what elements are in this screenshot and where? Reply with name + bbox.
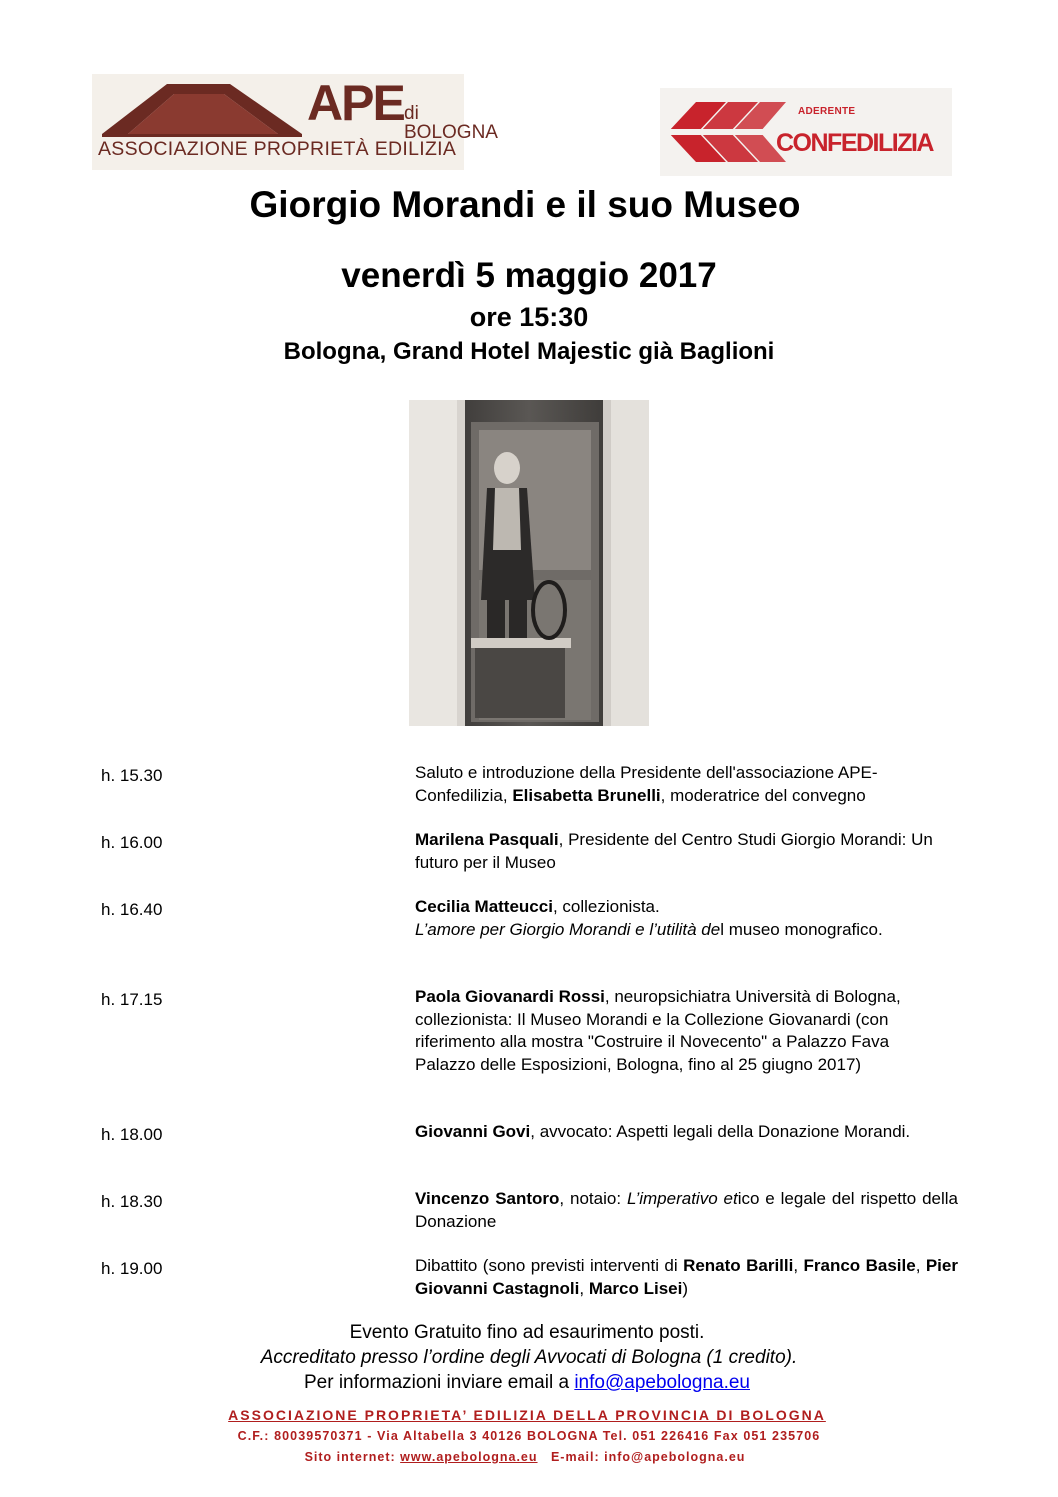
speaker-name: Franco Basile	[803, 1256, 916, 1275]
association-contacts: C.F.: 80039570371 - Via Altabella 3 40126 BOLOGNA Tel. 051 226416 Fax 051 235706	[237, 1429, 821, 1443]
ape-logo-city: di BOLOGNA	[404, 103, 498, 143]
speaker-name: Cecilia Matteucci	[415, 897, 553, 916]
ape-logo	[92, 74, 498, 170]
program-time-1: h. 15.30	[101, 766, 163, 785]
program-item-7: Dibattito (sono previsti interventi di Renato Barilli, Franco Basile, Pier Giovanni Castagnoli, Marco Lisei)	[415, 1256, 958, 1298]
program-item-3: Cecilia Matteucci, collezionista. L’amore per Giorgio Morandi e l’utilità del museo monografico.	[415, 897, 883, 939]
program-item-1: Saluto e introduzione della Presidente dell'associazione APE-Confedilizia, Elisabetta Brunelli, moderatrice del convegno	[415, 763, 878, 805]
speaker-name: Marilena Pasquali	[415, 830, 559, 849]
free-event-note: Evento Gratuito fino ad esaurimento posti.	[349, 1322, 705, 1343]
program-time-5: h. 18.00	[101, 1125, 163, 1144]
speaker-name: Pier Giovanni Castagnoli	[415, 1256, 958, 1298]
ape-logo-subtitle: ASSOCIAZIONE PROPRIETÀ EDILIZIA	[98, 138, 457, 160]
confedilizia-mark-icon	[668, 96, 788, 168]
ape-logo-text: APE	[307, 75, 404, 131]
program-time-7: h. 19.00	[101, 1259, 163, 1278]
program-time-6: h. 18.30	[101, 1192, 163, 1211]
program-item-6: Vincenzo Santoro, notaio: L’imperativo etico e legale del rispetto della Donazione	[415, 1189, 958, 1231]
program-time-2: h. 16.00	[101, 833, 163, 852]
association-web: Sito internet: www.apebologna.eu E-mail: info@apebologna.eu	[304, 1450, 746, 1464]
association-name: ASSOCIAZIONE PROPRIETA’ EDILIZIA DELLA PROVINCIA DI BOLOGNA	[228, 1407, 826, 1423]
event-time: ore 15:30	[469, 302, 589, 332]
speaker-name: Elisabetta Brunelli	[512, 785, 661, 805]
speaker-name: Paola Giovanardi Rossi	[415, 987, 605, 1006]
info-line: Per informazioni inviare email a info@apebologna.eu	[303, 1372, 750, 1393]
website-link[interactable]: www.apebologna.eu	[400, 1450, 538, 1464]
speaker-name: Renato Barilli	[683, 1256, 794, 1275]
speaker-name: Giovanni Govi	[415, 1122, 531, 1141]
program-item-4: Paola Giovanardi Rossi, neuropsichiatra Università di Bologna, collezionista: Il Museo Morandi e la Collezione Giovanardi (con riferimento alla mostra "Costruire il Novecento" a Palazzo Fava Palazzo delle Esposizioni, Bologna, fino al 25 giugno 2017)	[415, 987, 901, 1074]
program-item-5: Giovanni Govi, avvocato: Aspetti legali della Donazione Morandi.	[415, 1122, 911, 1141]
speaker-name: Vincenzo Santoro	[415, 1189, 560, 1208]
info-email-link[interactable]: info@apebologna.eu	[574, 1372, 750, 1393]
program-time-4: h. 17.15	[101, 990, 163, 1009]
footer-email[interactable]: info@apebologna.eu	[604, 1450, 746, 1464]
confedilizia-aderente: ADERENTE	[798, 106, 856, 117]
page-title: Giorgio Morandi e il suo Museo	[249, 184, 801, 225]
program-time-3: h. 16.40	[101, 900, 163, 919]
confedilizia-logo	[660, 88, 952, 176]
speaker-name: Marco Lisei	[588, 1278, 683, 1298]
confedilizia-name: CONFEDILIZIA	[776, 129, 933, 157]
morandi-photo	[409, 400, 649, 726]
event-date: venerdì 5 maggio 2017	[341, 256, 717, 295]
accreditation-note: Accreditato presso l’ordine degli Avvocati di Bologna (1 credito).	[260, 1347, 798, 1368]
event-venue: Bologna, Grand Hotel Majestic già Baglioni	[283, 338, 775, 365]
program-item-2: Marilena Pasquali, Presidente del Centro Studi Giorgio Morandi: Un futuro per il Museo	[415, 830, 933, 872]
